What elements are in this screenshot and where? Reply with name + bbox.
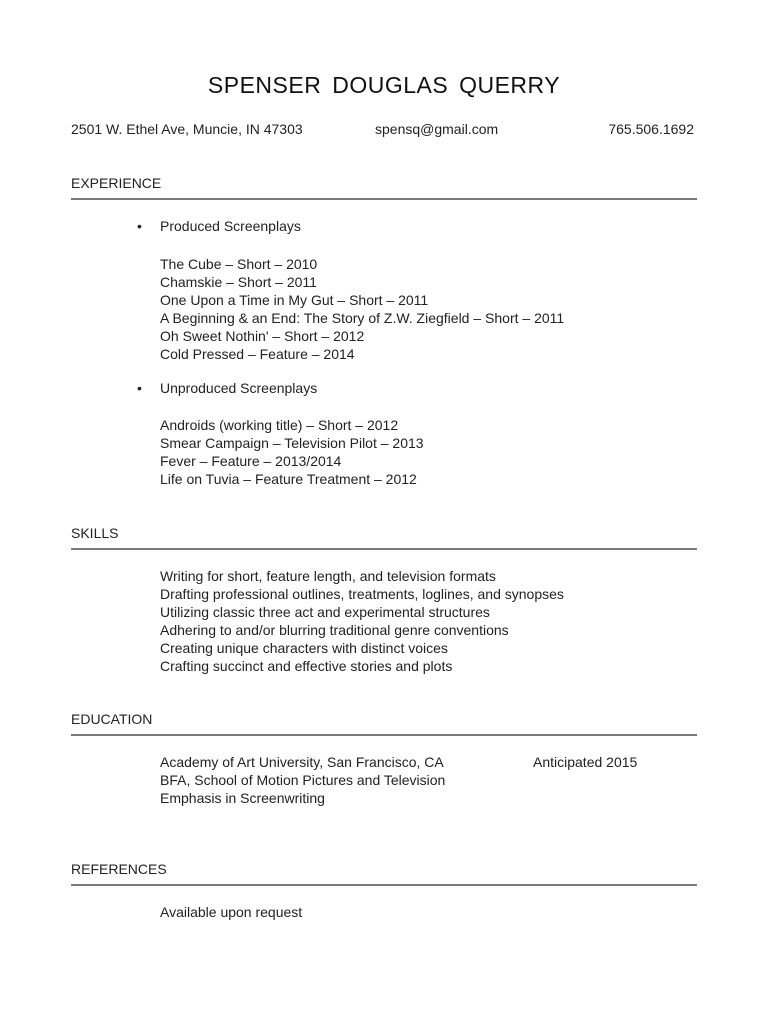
section-divider bbox=[71, 198, 697, 200]
list-item: Drafting professional outlines, treatments, loglines, and synopses bbox=[160, 586, 564, 602]
list-item: The Cube – Short – 2010 bbox=[160, 256, 318, 272]
list-item: Adhering to and/or blurring traditional genre conventions bbox=[160, 622, 509, 638]
skills-list bbox=[160, 567, 564, 675]
list-item: Smear Campaign – Television Pilot – 2013 bbox=[160, 435, 424, 451]
list-item: Oh Sweet Nothin' – Short – 2012 bbox=[160, 328, 365, 344]
contact-phone: 765.506.1692 bbox=[608, 121, 694, 137]
produced-screenplays-list bbox=[160, 255, 564, 363]
list-item: One Upon a Time in My Gut – Short – 2011 bbox=[160, 292, 429, 308]
list-item: Emphasis in Screenwriting bbox=[160, 790, 325, 806]
list-item: Academy of Art University, San Francisco, CA bbox=[160, 754, 444, 770]
list-item: Utilizing classic three act and experimental structures bbox=[160, 604, 490, 620]
section-divider bbox=[71, 734, 697, 736]
education-list bbox=[160, 753, 445, 807]
section-divider bbox=[71, 548, 697, 550]
list-item: Chamskie – Short – 2011 bbox=[160, 274, 317, 290]
produced-screenplays-heading: Produced Screenplays bbox=[160, 218, 301, 234]
unproduced-screenplays-heading: Unproduced Screenplays bbox=[160, 380, 318, 396]
applicant-name: SPENSER DOUGLAS QUERRY bbox=[207, 72, 561, 98]
section-title-education: EDUCATION bbox=[71, 711, 153, 727]
contact-address: 2501 W. Ethel Ave, Muncie, IN 47303 bbox=[71, 121, 303, 137]
bullet-icon: • bbox=[137, 380, 142, 396]
list-item: Life on Tuvia – Feature Treatment – 2012 bbox=[160, 471, 417, 487]
education-date: Anticipated 2015 bbox=[533, 754, 638, 770]
list-item: Crafting succinct and effective stories and plots bbox=[160, 658, 453, 674]
list-item: A Beginning & an End: The Story of Z.W. Ziegfield – Short – 2011 bbox=[160, 310, 565, 326]
list-item: Cold Pressed – Feature – 2014 bbox=[160, 346, 355, 362]
list-item: Androids (working title) – Short – 2012 bbox=[160, 417, 399, 433]
bullet-icon: • bbox=[137, 218, 142, 234]
list-item: Writing for short, feature length, and television formats bbox=[160, 568, 496, 584]
unproduced-screenplays-list bbox=[160, 416, 424, 488]
list-item: Fever – Feature – 2013/2014 bbox=[160, 453, 342, 469]
section-title-references: REFERENCES bbox=[71, 861, 167, 877]
list-item: BFA, School of Motion Pictures and Television bbox=[160, 772, 446, 788]
section-divider bbox=[71, 884, 697, 886]
section-title-experience: EXPERIENCE bbox=[71, 175, 162, 191]
references-text: Available upon request bbox=[160, 904, 303, 920]
section-title-skills: SKILLS bbox=[71, 525, 119, 541]
list-item: Creating unique characters with distinct voices bbox=[160, 640, 448, 656]
contact-email: spensq@gmail.com bbox=[375, 121, 499, 137]
